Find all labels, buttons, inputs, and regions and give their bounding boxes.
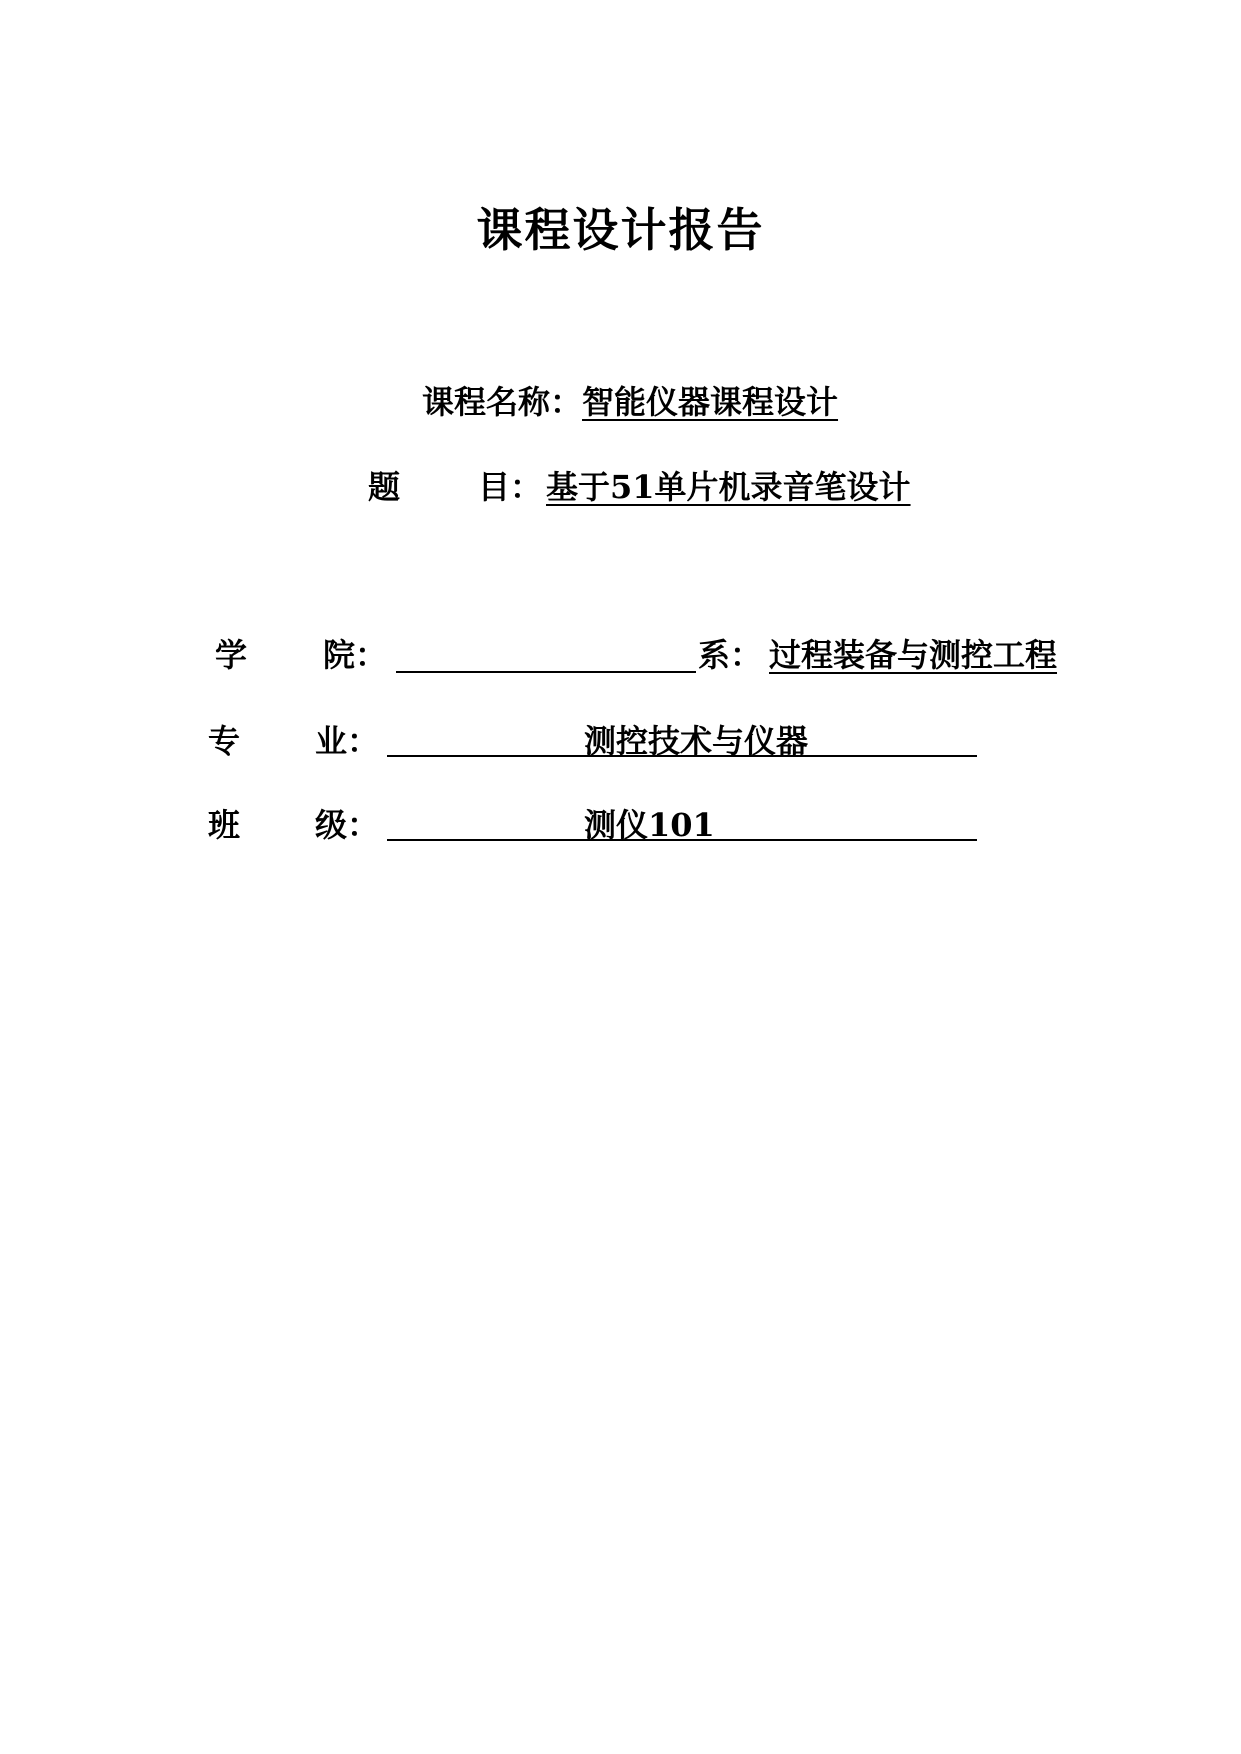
course-name-value: 智能仪器课程设计	[582, 383, 839, 421]
college-label-char2: 院：	[323, 636, 388, 674]
college-blank-line	[396, 671, 696, 673]
topic-label-char2: 目：	[478, 468, 543, 506]
major-label-char1: 专	[208, 722, 241, 760]
report-title: 课程设计报告	[476, 203, 765, 257]
major-label-char2: 业：	[315, 722, 380, 760]
topic-value: 基于51单片机录音笔设计	[546, 468, 911, 506]
college-label-char1: 学	[215, 636, 248, 674]
class-value: 测仪101	[584, 806, 715, 844]
department-label: 系：	[698, 636, 763, 674]
class-label-char1: 班	[208, 806, 241, 844]
course-name-row	[422, 380, 838, 424]
topic-label-char1: 题	[368, 468, 401, 506]
course-name-label: 课程名称：	[422, 383, 583, 421]
major-value: 测控技术与仪器	[584, 722, 809, 760]
department-value: 过程装备与测控工程	[769, 636, 1058, 674]
class-label-char2: 级：	[315, 806, 380, 844]
